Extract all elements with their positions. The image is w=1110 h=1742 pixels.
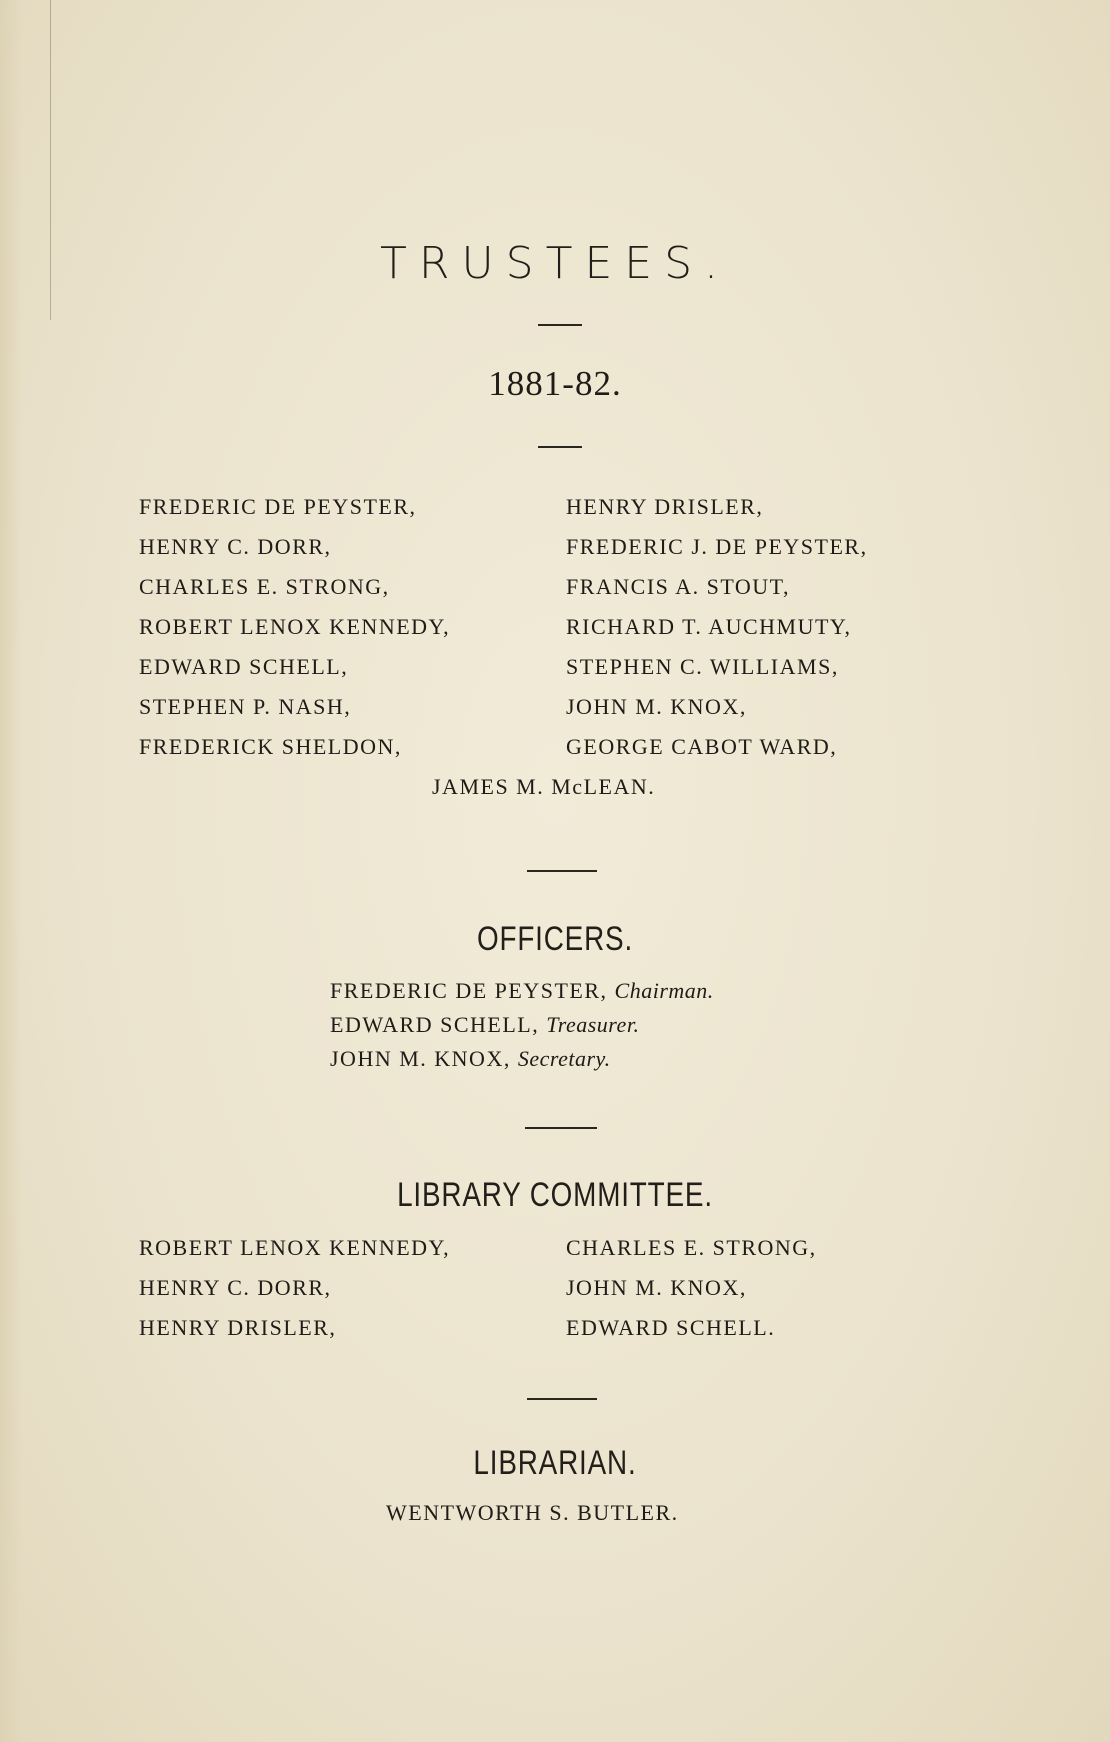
divider-rule [527,870,597,872]
library-committee-heading: LIBRARY COMMITTEE. [397,1176,713,1214]
officer-name: JOHN M. KNOX, [330,1046,511,1071]
trustee-name: FREDERICK SHELDON, [139,734,402,759]
trustee-name: JOHN M. KNOX, [566,694,747,719]
committee-member: ROBERT LENOX KENNEDY, [139,1235,451,1260]
officer-role: Treasurer. [546,1012,640,1037]
librarian-heading: LIBRARIAN. [473,1444,637,1482]
divider-rule [538,446,582,448]
divider-rule [538,324,582,326]
trustee-name: FRANCIS A. STOUT, [566,574,790,599]
committee-member: CHARLES E. STRONG, [566,1235,817,1260]
trustee-name: EDWARD SCHELL, [139,654,349,679]
officer-name: EDWARD SCHELL, [330,1012,540,1037]
trustee-name: HENRY C. DORR, [139,534,332,559]
officer-role: Secretary. [517,1046,611,1071]
committee-member: JOHN M. KNOX, [566,1275,747,1300]
officer-entry [330,1046,611,1072]
officers-heading: OFFICERS. [476,920,634,958]
trustees-heading: TRUSTEES. [380,238,730,289]
trustee-name: RICHARD T. AUCHMUTY, [566,614,852,639]
trustee-name-final: JAMES M. McLEAN. [432,774,656,799]
trustee-name: STEPHEN P. NASH, [139,694,352,719]
trustee-name: FREDERIC DE PEYSTER, [139,494,417,519]
trustee-name: GEORGE CABOT WARD, [566,734,838,759]
committee-member: HENRY DRISLER, [139,1315,337,1340]
officer-role: Chairman. [614,978,714,1003]
librarian-name: WENTWORTH S. BUTLER. [386,1500,679,1525]
divider-rule [525,1127,597,1129]
officer-entry [330,978,714,1004]
officer-entry [330,1012,639,1038]
trustees-year: 1881-82. [488,364,622,403]
committee-member: EDWARD SCHELL. [566,1315,776,1340]
divider-rule [527,1398,597,1400]
officer-name: FREDERIC DE PEYSTER, [330,978,608,1003]
trustee-name: ROBERT LENOX KENNEDY, [139,614,451,639]
trustee-name: STEPHEN C. WILLIAMS, [566,654,839,679]
trustee-name: CHARLES E. STRONG, [139,574,390,599]
trustee-name: HENRY DRISLER, [566,494,764,519]
committee-member: HENRY C. DORR, [139,1275,332,1300]
trustee-name: FREDERIC J. DE PEYSTER, [566,534,868,559]
